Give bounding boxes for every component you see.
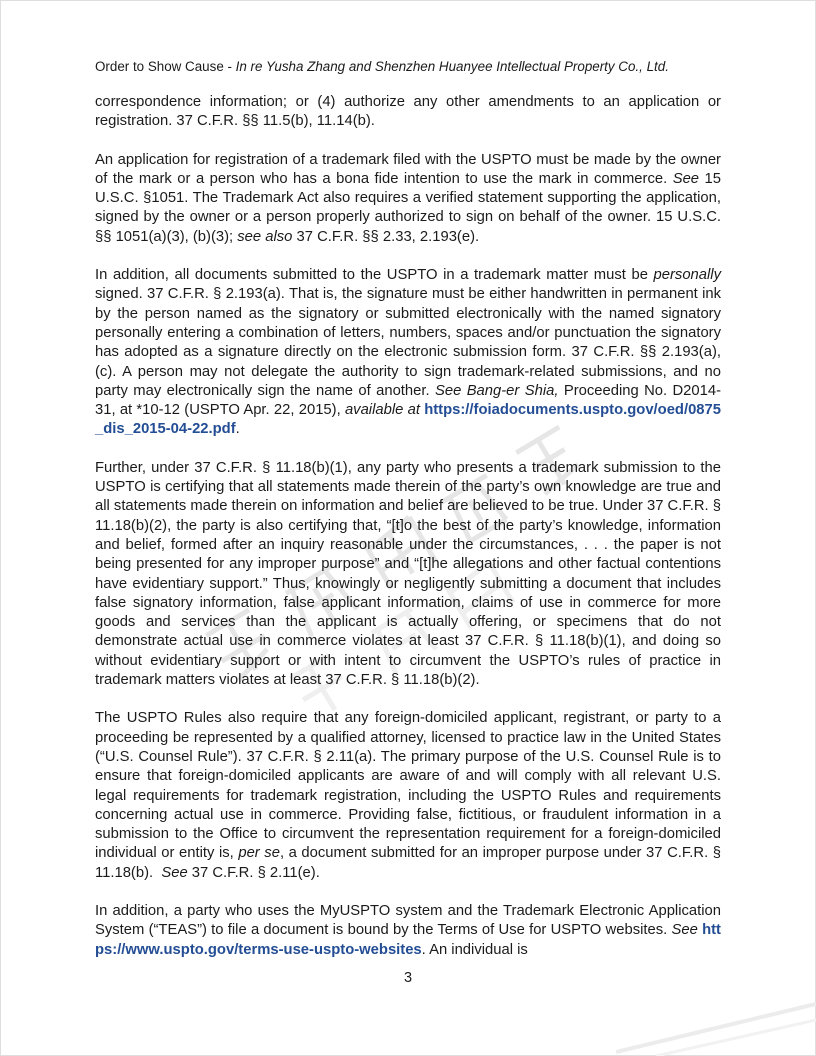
text-run: 15 U.S.C. §1051. The Trademark Act also requires a verified statement supporting the application, signed by the owner or a person properly authorized to sign on behalf of the owner. 15 U.S.C. §§ 1051(a)(3), (b)(3); [95, 170, 721, 245]
paragraph [95, 902, 721, 960]
text-run: see also [237, 228, 293, 245]
hyperlink[interactable]: https://foiadocuments.uspto.gov/oed/0875_dis_2015-04-22.pdf [95, 402, 721, 438]
text-run: per se [238, 845, 280, 862]
text-run: The USPTO Rules also require that any foreign-domiciled applicant, registrant, or party to a proceeding be represented by a qualified attorney, licensed to practice law in the United States (“U.S. Counsel Rule”). 37 C.F.R. § 2.11(a). The primary purpose of the U.S. Counsel Rule is to ensure that foreign-domiciled applicants are aware of and will comply with all relevant U.S. legal requirements for trademark registration, including the USPTO Rules and requirements concerning actual use in commerce. Providing false, fictitious, or fraudulent information in a submission to the Office to circumvent the representation requirement for a foreign-domiciled individual or entity is, [95, 710, 721, 862]
paragraph [95, 151, 721, 247]
text-run: . An individual is [421, 941, 528, 958]
text-run: 37 C.F.R. §§ 2.33, 2.193(e). [292, 228, 480, 245]
text-run: See [671, 922, 698, 939]
text-run: See Bang-er Shia, [434, 382, 559, 399]
text-run: 37 C.F.R. § 2.11(e). [187, 864, 320, 881]
text-run: available at [344, 402, 420, 419]
text-run: , a document submitted for an improper purpose under 37 C.F.R. § 11.18(b). [95, 845, 721, 881]
paragraph [95, 93, 721, 132]
text-run: Further, under 37 C.F.R. § 11.18(b)(1), any party who presents a trademark submission to the USPTO is certifying that all statements made therein of the party’s own knowledge are true and all statements made therein on information and belief are believed to be true. Under 37 C.F.R. § 11.18(b)(2), the party is also certifying that, “[t]o the best of the party’s knowledge, information and belief, formed after an inquiry reasonable under the circumstances, . . . the paper is not being presented for any improper purpose” and “[t]he allegations and other factual contentions have evidentiary support.” Thus, knowingly or negligently submitting a document that includes false signatory information, false applicant information, claims of use in commerce for more goods and services than the applicant is actually offering, or specimens that do not demonstrate actual use in commerce violates at least 37 C.F.R. § 11.18(b)(1), and doing so without evidentiary support or with intent to circumvent the USPTO’s rules of practice in trademark matters violates at least 37 C.F.R. § 11.18(b)(2). [95, 459, 721, 689]
text-run: In addition, all documents submitted to the USPTO in a trademark matter must be [95, 267, 654, 284]
paragraph [95, 459, 721, 691]
text-run: See [672, 170, 700, 187]
paragraph [95, 266, 721, 440]
document-body [95, 93, 721, 979]
text-run: signed. 37 C.F.R. § 2.193(a). That is, the signature must be either handwritten in permanent ink by the person named as the signatory or submitted electronically with the named signatory personally entering a combination of letters, numbers, spaces and/or punctuation the signatory has adopted as a signature directly on the electronic submission form. 37 C.F.R. §§ 2.193(a), (c). A person may not delegate the authority to sign trademark-related submissions, and no party may electronically sign the name of another. [95, 286, 721, 399]
text-run: Proceeding No. D2014-31, at *10-12 (USPTO Apr. 22, 2015), [95, 382, 722, 419]
header-prefix: Order to Show Cause - [95, 59, 236, 74]
text-run: In addition, a party who uses the MyUSPTO system and the Trademark Electronic Application System (“TEAS”) to file a document is bound by the Terms of Use for USPTO websites. [95, 902, 721, 939]
page-header [95, 58, 721, 75]
page-number: 3 [403, 970, 413, 986]
hyperlink[interactable]: https://www.uspto.gov/terms-use-uspto-websites [95, 922, 721, 958]
text-run: correspondence information; or (4) authorize any other amendments to an application or registration. 37 C.F.R. §§ 11.5(b), 11.14(b). [95, 94, 721, 130]
header-case-title: In re Yusha Zhang and Shenzhen Huanyee Intellectual Property Co., Ltd. [235, 59, 669, 74]
text-run: See [161, 864, 188, 881]
text-run: An application for registration of a trademark filed with the USPTO must be made by the owner of the mark or a person who has a bona fide intention to use the mark in commerce. [95, 151, 721, 187]
text-run: . [235, 421, 240, 438]
paragraph [95, 709, 721, 883]
text-run: personally [653, 267, 721, 284]
scan-artifact [616, 986, 816, 1056]
